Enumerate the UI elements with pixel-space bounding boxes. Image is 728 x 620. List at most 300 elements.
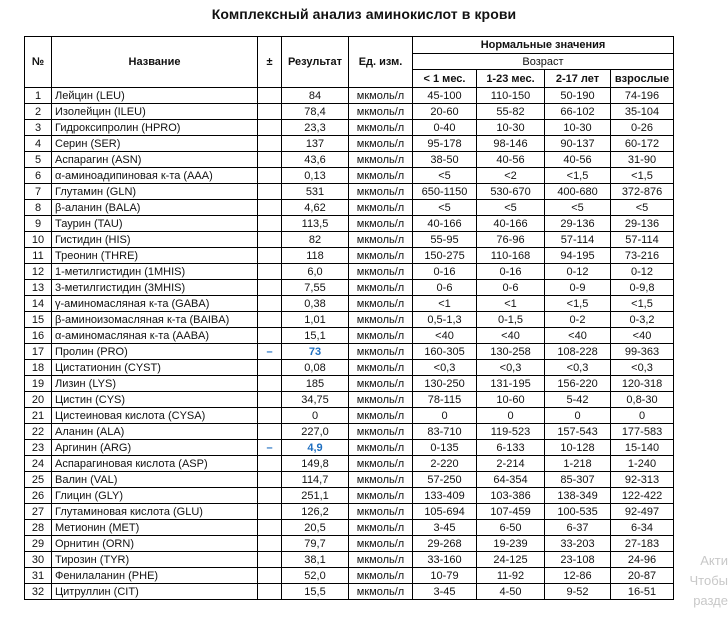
result-value: 78,4 xyxy=(282,104,349,120)
unit: мкмоль/л xyxy=(349,520,413,536)
range-under-1-month: <1 xyxy=(413,296,477,312)
range-adults: 0 xyxy=(611,408,674,424)
row-number: 24 xyxy=(25,456,52,472)
result-value: 4,9 xyxy=(282,440,349,456)
deviation-sign xyxy=(258,328,282,344)
range-under-1-month: 3-45 xyxy=(413,584,477,600)
unit: мкмоль/л xyxy=(349,328,413,344)
amino-acid-name: α-аминомасляная к-та (AABA) xyxy=(52,328,258,344)
header-age-group: 1-23 мес. xyxy=(477,70,545,88)
row-number: 31 xyxy=(25,568,52,584)
deviation-sign xyxy=(258,168,282,184)
row-number: 11 xyxy=(25,248,52,264)
range-1-23-months: 4-50 xyxy=(477,584,545,600)
table-row xyxy=(25,456,674,472)
range-adults: 0-26 xyxy=(611,120,674,136)
range-adults: 16-51 xyxy=(611,584,674,600)
table-row xyxy=(25,392,674,408)
range-2-17-years: <1,5 xyxy=(545,168,611,184)
range-adults: 0-3,2 xyxy=(611,312,674,328)
range-1-23-months: <5 xyxy=(477,200,545,216)
range-2-17-years: 0 xyxy=(545,408,611,424)
amino-acid-name: Орнитин (ORN) xyxy=(52,536,258,552)
row-number: 6 xyxy=(25,168,52,184)
result-value: 4,62 xyxy=(282,200,349,216)
unit: мкмоль/л xyxy=(349,584,413,600)
amino-acid-name: Цистатионин (CYST) xyxy=(52,360,258,376)
row-number: 19 xyxy=(25,376,52,392)
deviation-sign xyxy=(258,152,282,168)
range-1-23-months: 0-6 xyxy=(477,280,545,296)
range-under-1-month: 29-268 xyxy=(413,536,477,552)
unit: мкмоль/л xyxy=(349,312,413,328)
row-number: 16 xyxy=(25,328,52,344)
amino-acid-name: Аспарагин (ASN) xyxy=(52,152,258,168)
range-under-1-month: 78-115 xyxy=(413,392,477,408)
table-row xyxy=(25,296,674,312)
range-2-17-years: 40-56 xyxy=(545,152,611,168)
table-row xyxy=(25,408,674,424)
deviation-sign: – xyxy=(258,344,282,360)
unit: мкмоль/л xyxy=(349,168,413,184)
range-under-1-month: 2-220 xyxy=(413,456,477,472)
range-2-17-years: 108-228 xyxy=(545,344,611,360)
range-2-17-years: <0,3 xyxy=(545,360,611,376)
range-1-23-months: 530-670 xyxy=(477,184,545,200)
range-2-17-years: 6-37 xyxy=(545,520,611,536)
range-2-17-years: 0-9 xyxy=(545,280,611,296)
range-1-23-months: 98-146 xyxy=(477,136,545,152)
table-row xyxy=(25,424,674,440)
deviation-sign xyxy=(258,88,282,104)
range-2-17-years: <40 xyxy=(545,328,611,344)
result-value: 0,38 xyxy=(282,296,349,312)
table-row xyxy=(25,312,674,328)
amino-acid-name: 1-метилгистидин (1MHIS) xyxy=(52,264,258,280)
amino-acid-name: Глутамин (GLN) xyxy=(52,184,258,200)
row-number: 32 xyxy=(25,584,52,600)
range-1-23-months: 10-30 xyxy=(477,120,545,136)
range-under-1-month: 83-710 xyxy=(413,424,477,440)
range-1-23-months: 131-195 xyxy=(477,376,545,392)
row-number: 2 xyxy=(25,104,52,120)
row-number: 8 xyxy=(25,200,52,216)
range-2-17-years: 90-137 xyxy=(545,136,611,152)
range-adults: 92-313 xyxy=(611,472,674,488)
result-value: 15,5 xyxy=(282,584,349,600)
unit: мкмоль/л xyxy=(349,280,413,296)
amino-acid-name: Фенилаланин (PHE) xyxy=(52,568,258,584)
row-number: 28 xyxy=(25,520,52,536)
unit: мкмоль/л xyxy=(349,152,413,168)
header-unit: Ед. изм. xyxy=(349,37,413,88)
amino-acid-name: Метионин (MET) xyxy=(52,520,258,536)
range-under-1-month: 57-250 xyxy=(413,472,477,488)
range-1-23-months: 110-150 xyxy=(477,88,545,104)
table-row xyxy=(25,376,674,392)
range-2-17-years: 23-108 xyxy=(545,552,611,568)
amino-acid-table xyxy=(24,36,674,600)
deviation-sign xyxy=(258,392,282,408)
deviation-sign xyxy=(258,584,282,600)
range-adults: 15-140 xyxy=(611,440,674,456)
range-1-23-months: 40-166 xyxy=(477,216,545,232)
table-row xyxy=(25,136,674,152)
header-age-group: < 1 мес. xyxy=(413,70,477,88)
row-number: 3 xyxy=(25,120,52,136)
result-value: 0 xyxy=(282,408,349,424)
unit: мкмоль/л xyxy=(349,216,413,232)
range-adults: 120-318 xyxy=(611,376,674,392)
range-1-23-months: <1 xyxy=(477,296,545,312)
row-number: 29 xyxy=(25,536,52,552)
range-under-1-month: 0-135 xyxy=(413,440,477,456)
range-1-23-months: 10-60 xyxy=(477,392,545,408)
amino-acid-name: Цистеиновая кислота (CYSA) xyxy=(52,408,258,424)
range-adults: 35-104 xyxy=(611,104,674,120)
deviation-sign xyxy=(258,248,282,264)
range-2-17-years: 100-535 xyxy=(545,504,611,520)
range-adults: 0-12 xyxy=(611,264,674,280)
range-2-17-years: 0-2 xyxy=(545,312,611,328)
table-row xyxy=(25,552,674,568)
range-2-17-years: <1,5 xyxy=(545,296,611,312)
range-under-1-month: 38-50 xyxy=(413,152,477,168)
amino-acid-name: Цитруллин (CIT) xyxy=(52,584,258,600)
range-1-23-months: 55-82 xyxy=(477,104,545,120)
range-adults: 122-422 xyxy=(611,488,674,504)
range-adults: 57-114 xyxy=(611,232,674,248)
amino-acid-name: Треонин (THRE) xyxy=(52,248,258,264)
deviation-sign xyxy=(258,312,282,328)
range-2-17-years: 50-190 xyxy=(545,88,611,104)
table-row xyxy=(25,328,674,344)
table-row xyxy=(25,88,674,104)
deviation-sign xyxy=(258,504,282,520)
range-under-1-month: 3-45 xyxy=(413,520,477,536)
range-1-23-months: 64-354 xyxy=(477,472,545,488)
table-row xyxy=(25,168,674,184)
unit: мкмоль/л xyxy=(349,184,413,200)
unit: мкмоль/л xyxy=(349,552,413,568)
row-number: 15 xyxy=(25,312,52,328)
header-num: № xyxy=(25,37,52,88)
table-row xyxy=(25,152,674,168)
unit: мкмоль/л xyxy=(349,88,413,104)
row-number: 13 xyxy=(25,280,52,296)
range-adults: <0,3 xyxy=(611,360,674,376)
range-1-23-months: <2 xyxy=(477,168,545,184)
amino-acid-name: Лизин (LYS) xyxy=(52,376,258,392)
unit: мкмоль/л xyxy=(349,344,413,360)
range-adults: 0,8-30 xyxy=(611,392,674,408)
range-1-23-months: <40 xyxy=(477,328,545,344)
result-value: 1,01 xyxy=(282,312,349,328)
deviation-sign xyxy=(258,184,282,200)
deviation-sign xyxy=(258,472,282,488)
result-value: 0,13 xyxy=(282,168,349,184)
result-value: 34,75 xyxy=(282,392,349,408)
range-2-17-years: 5-42 xyxy=(545,392,611,408)
unit: мкмоль/л xyxy=(349,488,413,504)
range-adults: 99-363 xyxy=(611,344,674,360)
amino-acid-name: Серин (SER) xyxy=(52,136,258,152)
unit: мкмоль/л xyxy=(349,456,413,472)
range-adults: 177-583 xyxy=(611,424,674,440)
unit: мкмоль/л xyxy=(349,376,413,392)
range-adults: 60-172 xyxy=(611,136,674,152)
range-2-17-years: 33-203 xyxy=(545,536,611,552)
range-under-1-month: 105-694 xyxy=(413,504,477,520)
range-1-23-months: 2-214 xyxy=(477,456,545,472)
result-value: 38,1 xyxy=(282,552,349,568)
result-value: 126,2 xyxy=(282,504,349,520)
header-pm: ± xyxy=(258,37,282,88)
result-value: 84 xyxy=(282,88,349,104)
range-under-1-month: <5 xyxy=(413,200,477,216)
row-number: 26 xyxy=(25,488,52,504)
amino-acid-name: Гидроксипролин (HPRO) xyxy=(52,120,258,136)
unit: мкмоль/л xyxy=(349,104,413,120)
range-2-17-years: 138-349 xyxy=(545,488,611,504)
deviation-sign xyxy=(258,136,282,152)
range-2-17-years: 400-680 xyxy=(545,184,611,200)
range-2-17-years: 156-220 xyxy=(545,376,611,392)
range-under-1-month: 0-16 xyxy=(413,264,477,280)
range-1-23-months: 0-1,5 xyxy=(477,312,545,328)
range-adults: 1-240 xyxy=(611,456,674,472)
result-value: 43,6 xyxy=(282,152,349,168)
amino-acid-name: β-аланин (BALA) xyxy=(52,200,258,216)
range-1-23-months: 24-125 xyxy=(477,552,545,568)
header-result: Результат xyxy=(282,37,349,88)
unit: мкмоль/л xyxy=(349,424,413,440)
range-2-17-years: 0-12 xyxy=(545,264,611,280)
unit: мкмоль/л xyxy=(349,200,413,216)
result-value: 114,7 xyxy=(282,472,349,488)
amino-acid-name: Аланин (ALA) xyxy=(52,424,258,440)
deviation-sign xyxy=(258,360,282,376)
table-row xyxy=(25,584,674,600)
header-age-group: взрослые xyxy=(611,70,674,88)
range-under-1-month: 10-79 xyxy=(413,568,477,584)
result-value: 118 xyxy=(282,248,349,264)
table-row xyxy=(25,184,674,200)
range-under-1-month: 160-305 xyxy=(413,344,477,360)
row-number: 1 xyxy=(25,88,52,104)
amino-acid-name: Аспарагиновая кислота (ASP) xyxy=(52,456,258,472)
range-under-1-month: <5 xyxy=(413,168,477,184)
amino-acid-name: γ-аминомасляная к-та (GABA) xyxy=(52,296,258,312)
result-value: 227,0 xyxy=(282,424,349,440)
watermark-line: Акти xyxy=(700,553,728,568)
table-row xyxy=(25,472,674,488)
unit: мкмоль/л xyxy=(349,120,413,136)
unit: мкмоль/л xyxy=(349,392,413,408)
range-under-1-month: <40 xyxy=(413,328,477,344)
range-adults: 27-183 xyxy=(611,536,674,552)
result-value: 7,55 xyxy=(282,280,349,296)
range-adults: 74-196 xyxy=(611,88,674,104)
result-value: 185 xyxy=(282,376,349,392)
range-under-1-month: 95-178 xyxy=(413,136,477,152)
result-value: 137 xyxy=(282,136,349,152)
range-adults: 31-90 xyxy=(611,152,674,168)
row-number: 22 xyxy=(25,424,52,440)
unit: мкмоль/л xyxy=(349,264,413,280)
range-2-17-years: 85-307 xyxy=(545,472,611,488)
amino-acid-name: Глицин (GLY) xyxy=(52,488,258,504)
row-number: 9 xyxy=(25,216,52,232)
amino-acid-name: Гистидин (HIS) xyxy=(52,232,258,248)
table-row xyxy=(25,536,674,552)
unit: мкмоль/л xyxy=(349,232,413,248)
range-under-1-month: 33-160 xyxy=(413,552,477,568)
result-value: 251,1 xyxy=(282,488,349,504)
range-under-1-month: 40-166 xyxy=(413,216,477,232)
range-2-17-years: 10-128 xyxy=(545,440,611,456)
range-1-23-months: 11-92 xyxy=(477,568,545,584)
table-row xyxy=(25,344,674,360)
range-1-23-months: 76-96 xyxy=(477,232,545,248)
range-under-1-month: 45-100 xyxy=(413,88,477,104)
range-adults: <1,5 xyxy=(611,168,674,184)
range-1-23-months: 119-523 xyxy=(477,424,545,440)
table-row xyxy=(25,568,674,584)
unit: мкмоль/л xyxy=(349,136,413,152)
amino-acid-name: β-аминоизомасляная к-та (BAIBA) xyxy=(52,312,258,328)
range-1-23-months: 19-239 xyxy=(477,536,545,552)
range-2-17-years: 94-195 xyxy=(545,248,611,264)
row-number: 27 xyxy=(25,504,52,520)
deviation-sign xyxy=(258,296,282,312)
range-2-17-years: 66-102 xyxy=(545,104,611,120)
deviation-sign xyxy=(258,280,282,296)
range-1-23-months: 110-168 xyxy=(477,248,545,264)
deviation-sign xyxy=(258,264,282,280)
table-row xyxy=(25,200,674,216)
amino-acid-name: Валин (VAL) xyxy=(52,472,258,488)
page-title: Комплексный анализ аминокислот в крови xyxy=(211,6,517,22)
range-under-1-month: 55-95 xyxy=(413,232,477,248)
range-2-17-years: 157-543 xyxy=(545,424,611,440)
deviation-sign xyxy=(258,424,282,440)
watermark-line: разде xyxy=(693,593,728,608)
result-value: 82 xyxy=(282,232,349,248)
range-1-23-months: 130-258 xyxy=(477,344,545,360)
range-adults: <1,5 xyxy=(611,296,674,312)
range-adults: 20-87 xyxy=(611,568,674,584)
row-number: 5 xyxy=(25,152,52,168)
table-row xyxy=(25,504,674,520)
range-2-17-years: 1-218 xyxy=(545,456,611,472)
unit: мкмоль/л xyxy=(349,536,413,552)
deviation-sign xyxy=(258,456,282,472)
amino-acid-name: Изолейцин (ILEU) xyxy=(52,104,258,120)
range-under-1-month: 150-275 xyxy=(413,248,477,264)
range-1-23-months: 103-386 xyxy=(477,488,545,504)
range-adults: 372-876 xyxy=(611,184,674,200)
deviation-sign xyxy=(258,520,282,536)
deviation-sign xyxy=(258,536,282,552)
row-number: 30 xyxy=(25,552,52,568)
header-name: Название xyxy=(52,37,258,88)
range-1-23-months: 40-56 xyxy=(477,152,545,168)
range-2-17-years: <5 xyxy=(545,200,611,216)
result-value: 52,0 xyxy=(282,568,349,584)
range-adults: 92-497 xyxy=(611,504,674,520)
unit: мкмоль/л xyxy=(349,440,413,456)
header-age-group: 2-17 лет xyxy=(545,70,611,88)
result-value: 73 xyxy=(282,344,349,360)
row-number: 4 xyxy=(25,136,52,152)
range-under-1-month: 0-6 xyxy=(413,280,477,296)
result-value: 149,8 xyxy=(282,456,349,472)
deviation-sign xyxy=(258,216,282,232)
deviation-sign xyxy=(258,104,282,120)
row-number: 20 xyxy=(25,392,52,408)
range-under-1-month: 130-250 xyxy=(413,376,477,392)
range-adults: 24-96 xyxy=(611,552,674,568)
table-row xyxy=(25,280,674,296)
range-under-1-month: 20-60 xyxy=(413,104,477,120)
amino-acid-name: Лейцин (LEU) xyxy=(52,88,258,104)
row-number: 17 xyxy=(25,344,52,360)
header-age: Возраст xyxy=(413,54,674,70)
deviation-sign xyxy=(258,488,282,504)
table-row xyxy=(25,120,674,136)
unit: мкмоль/л xyxy=(349,360,413,376)
deviation-sign xyxy=(258,376,282,392)
row-number: 25 xyxy=(25,472,52,488)
deviation-sign xyxy=(258,232,282,248)
range-adults: 73-216 xyxy=(611,248,674,264)
range-adults: 0-9,8 xyxy=(611,280,674,296)
range-adults: 29-136 xyxy=(611,216,674,232)
deviation-sign xyxy=(258,200,282,216)
range-under-1-month: 0 xyxy=(413,408,477,424)
amino-acid-name: Тирозин (TYR) xyxy=(52,552,258,568)
table-row xyxy=(25,440,674,456)
unit: мкмоль/л xyxy=(349,248,413,264)
result-value: 6,0 xyxy=(282,264,349,280)
range-1-23-months: 6-50 xyxy=(477,520,545,536)
watermark-line: Чтобы xyxy=(689,573,728,588)
amino-acid-name: Глутаминовая кислота (GLU) xyxy=(52,504,258,520)
row-number: 10 xyxy=(25,232,52,248)
row-number: 23 xyxy=(25,440,52,456)
range-1-23-months: 6-133 xyxy=(477,440,545,456)
header-normal-values: Нормальные значения xyxy=(413,37,674,54)
range-2-17-years: 29-136 xyxy=(545,216,611,232)
row-number: 21 xyxy=(25,408,52,424)
range-1-23-months: 0 xyxy=(477,408,545,424)
result-value: 20,5 xyxy=(282,520,349,536)
amino-acid-name: α-аминоадипиновая к-та (AAA) xyxy=(52,168,258,184)
deviation-sign xyxy=(258,408,282,424)
row-number: 7 xyxy=(25,184,52,200)
result-value: 79,7 xyxy=(282,536,349,552)
range-adults: <40 xyxy=(611,328,674,344)
table-row xyxy=(25,360,674,376)
result-value: 23,3 xyxy=(282,120,349,136)
unit: мкмоль/л xyxy=(349,472,413,488)
unit: мкмоль/л xyxy=(349,568,413,584)
amino-acid-name: Цистин (CYS) xyxy=(52,392,258,408)
table-row xyxy=(25,488,674,504)
deviation-sign: – xyxy=(258,440,282,456)
table-row xyxy=(25,104,674,120)
